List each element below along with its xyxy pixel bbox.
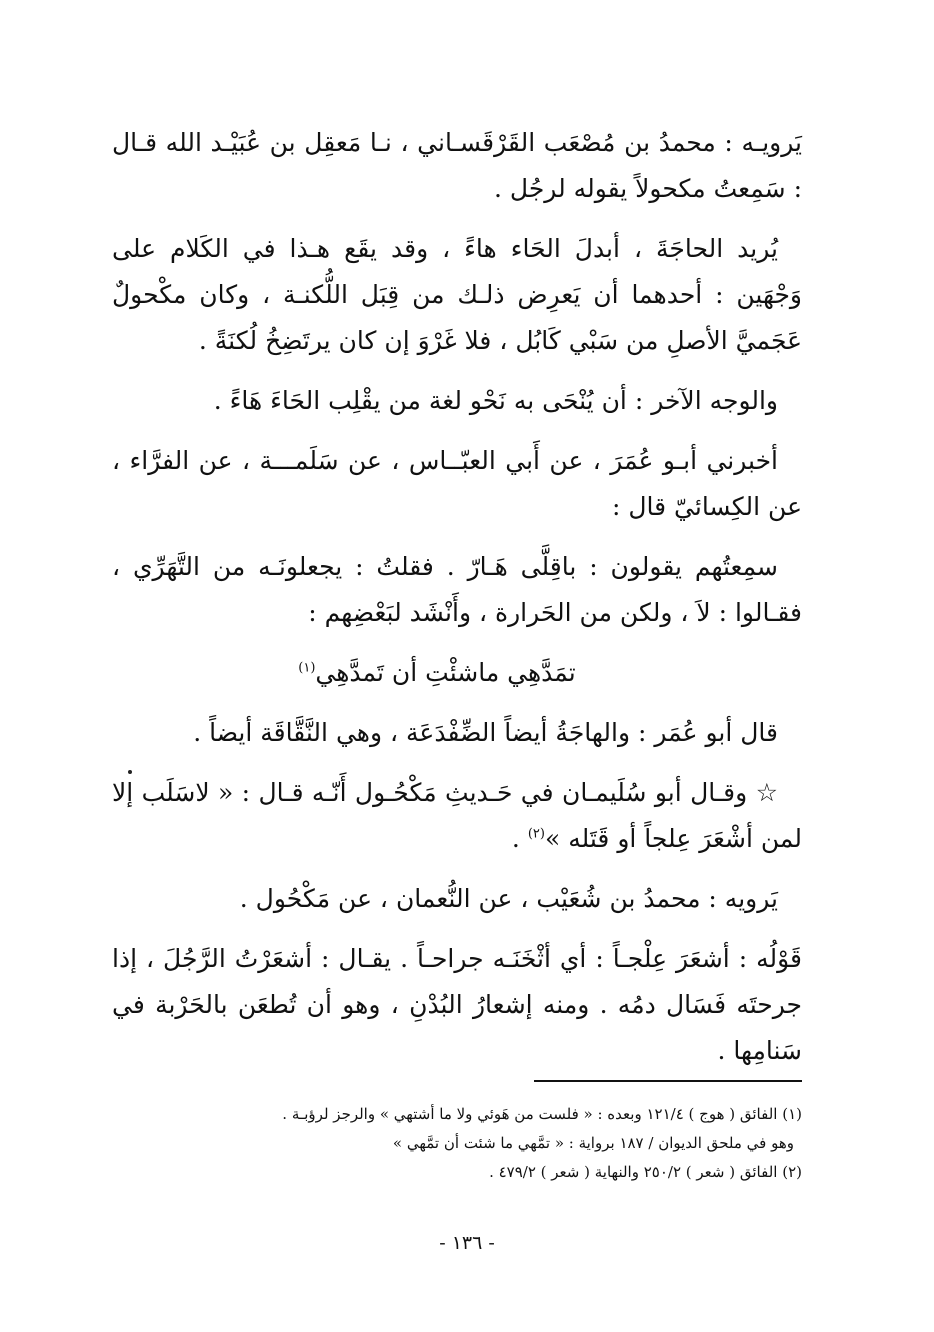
footnote-1-continued: وهو في ملحق الديوان / ١٨٧ برواية : « تمَّهي ما شئت أن تمَّهي »	[392, 1134, 794, 1152]
ink-speck	[128, 770, 132, 774]
hadith-tail: .	[511, 824, 528, 853]
paragraph-frog: قال أبو عُمَر : والهاجَةُ أيضاً الضِّفْدَعَة ، وهي النَّقَّاقَة أيضاً .	[193, 718, 778, 747]
footnote-separator	[534, 1080, 802, 1082]
verse-text: تمَدَّهِي ماشئْتِ أن تَمدَّهِي	[315, 658, 576, 687]
footnote-2: (٢) الفائق ( شعر ) ٢٥٠/٢ والنهاية ( شعر ) ٤٧٩/٢ .	[489, 1163, 802, 1181]
page-number: - ١٣٦ -	[439, 1232, 495, 1254]
paragraph-hadith	[112, 770, 802, 862]
paragraph-meaning: يُريد الحاجَةَ ، أبدلَ الحَاء هاءً ، وقد يقَع هـذا في الكَلام على وَجْهَين : أحدهما أن يَعرِض ذلـك من قِبَل اللُّكنـة ، وكان مكْحولٌ عَجَميَّ الأصلِ من سَبْي كَابُل ، فلا غَرْوَ إن كان يرتَضِخُ لُكنَةً .	[112, 234, 802, 355]
footnote-ref-1: (١)	[298, 660, 316, 676]
footnote-1: (١) الفائق ( هوج ) ١٢١/٤ وبعده : « فلست من هَوئي ولا ما أشتهي » والرجز لرؤبـة .	[282, 1105, 802, 1123]
paragraph-narration-2: يَرويه : محمدُ بن شُعَيْب ، عن النُّعمان ، عن مَكْحُول .	[239, 884, 778, 913]
hadith-text: ☆ وقـال أبو سُلَيمـان في حَـديثِ مَكْحُـول أَنّـه قـال : « لاسَلَب إلا لمن أشْعَرَ عِلجاً أو قَتَله »	[112, 778, 802, 853]
verse-line	[112, 650, 802, 696]
paragraph-chain: أخبرني أبـو عُمَرَ ، عن أَبي العبّــاس ، عن سَلَمـــة ، عن الفرَّاء ، عن الكِسائيّ قال :	[112, 446, 802, 521]
footnotes	[112, 1100, 802, 1187]
paragraph-quote: سمِعتُهم يقولون : باقِلَّى هَـارّ . فقلتُ : يجعلونَـه من التَّهَرِّي ، فقـالوا : لاَ ، ولكن من الحَرارة ، وأَنْشَد لبَعْضِهم :	[112, 552, 802, 627]
footnote-ref-2: (٢)	[527, 826, 545, 842]
paragraph-narration: يَرويـه : محمدُ بن مُصْعَب القَرْقَسـاني ، نـا مَعقِل بن عُبَيْـد الله قـال : سَمِعتُ مكحولاً يقوله لرجُل .	[112, 128, 802, 203]
paragraph-second-aspect: والوجه الآخر : أن يُنْحَى به نَحْو لغة من يقْلِب الحَاءَ هَاءً .	[213, 386, 778, 415]
paragraph-explanation: قَوْلُه : أشعَرَ عِلْجـاً : أي أثْخَنَـه جراحـاً . يقـال : أشعَرْتُ الرَّجُلَ ، إذا جرحتَه فَسَال دمُه . ومنه إشعارُ البُدْنِ ، وهو أن تُطعَن بالحَرْبة في سَنامِها .	[112, 944, 802, 1065]
main-text	[112, 120, 802, 1088]
